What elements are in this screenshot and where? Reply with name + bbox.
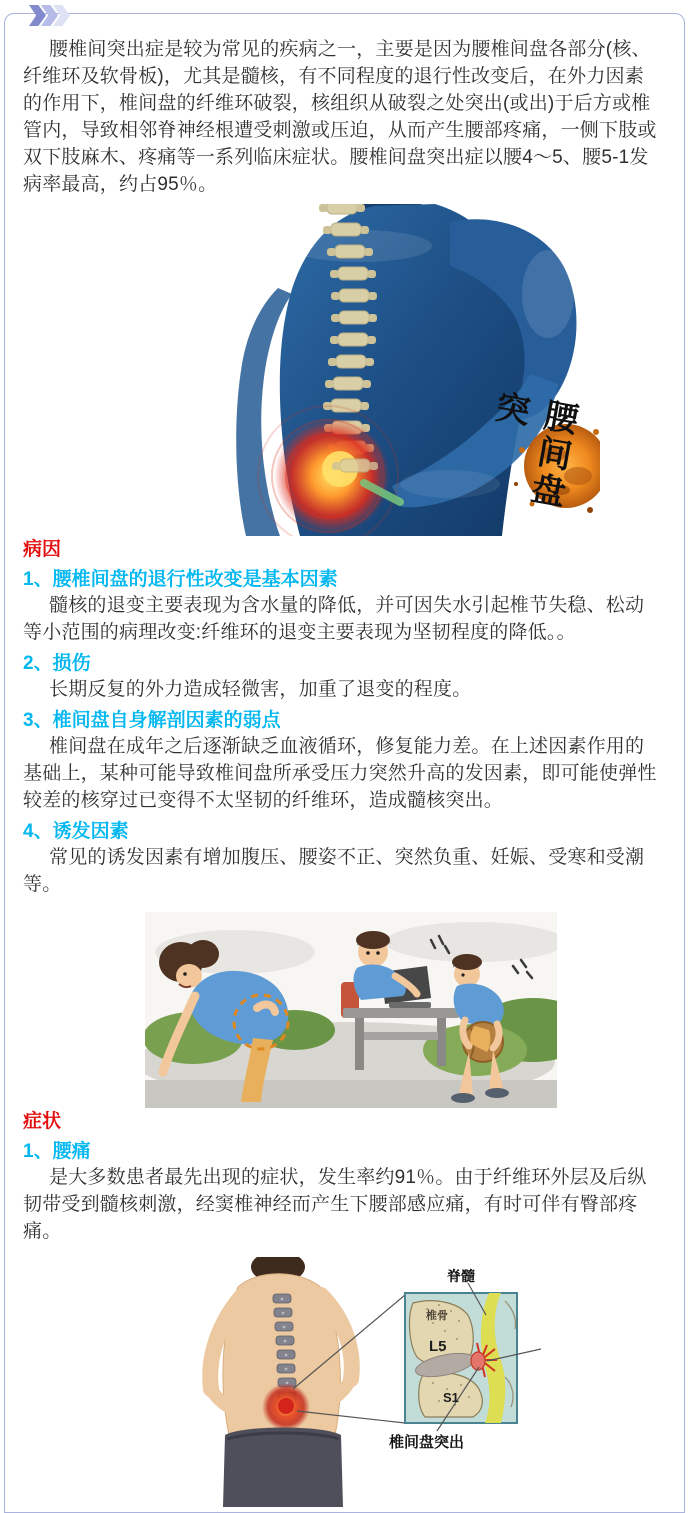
cartoon-causes-svg <box>145 912 557 1108</box>
calligraphy-label: 腰间盘突 <box>486 387 581 513</box>
cause-heading-1: 1、腰椎间盘的退行性改变是基本因素 <box>23 569 338 590</box>
spinal-cord-label: 脊髓 <box>447 1268 475 1284</box>
cause-heading-3: 3、椎间盘自身解剖因素的弱点 <box>23 710 281 731</box>
symptom-body-1: 是大多数患者最先出现的症状，发生率约91％。由于纤维环外层及后纵韧带受到髓核刺激，经窦椎神经而产生下腰部感应痛，有时可伴有臀部疼痛。 <box>23 1167 647 1242</box>
patient-back <box>210 1257 352 1507</box>
cause-body-3: 椎间盘在成年之后逐渐缺乏血液循环，修复能力差。在上述因素作用的基础上，某种可能导致椎间盘所承受压力突然升高的发因素，即可能使弹性较差的核穿过已变得不太坚韧的纤维环，造成髓核突出。 <box>23 736 657 811</box>
herniation-diagram-image <box>183 1257 541 1507</box>
cartoon-causes-image <box>145 912 557 1108</box>
hero-spine-xray-image <box>150 204 600 536</box>
cause-heading-4: 4、诱发因素 <box>23 821 129 842</box>
article-frame <box>4 13 685 1513</box>
cause-heading-2: 2、损伤 <box>23 653 91 674</box>
herniation-diagram-svg <box>183 1257 541 1507</box>
article-content <box>5 14 684 1507</box>
vertebra-label: 椎骨 <box>426 1310 448 1322</box>
intro-paragraph: 腰椎间突出症是较为常见的疾病之一，主要是因为腰椎间盘各部分(核、纤维环及软骨板)，尤其是髓核，有不同程度的退行性改变后，在外力因素的作用下，椎间盘的纤维环破裂，核组织从破裂之处突出(或出)于后方或椎管内，导致相邻脊神经根遭受刺激或压迫，从而产生腰部疼痛，一侧下肢或双下肢麻木、疼痛等一系列临床症状。腰椎间盘突出症以腰4～5、腰5-1发病率最高，约占95％。 <box>23 39 657 195</box>
l5-label: L5 <box>429 1338 447 1355</box>
section-title-causes: 病因 <box>23 539 62 560</box>
herniation-label: 椎间盘突出 <box>389 1434 465 1451</box>
cause-body-4: 常见的诱发因素有增加腹压、腰姿不正、突然负重、妊娠、受寒和受潮等。 <box>23 847 645 895</box>
section-title-symptoms: 症状 <box>23 1111 62 1132</box>
cause-body-1: 髓核的退变主要表现为含水量的降低，并可因失水引起椎节失稳、松动等小范围的病理改变:纤维环的退变主要表现为坚韧程度的降低。。 <box>23 595 645 643</box>
triple-chevron-icon <box>29 5 65 26</box>
s1-label: S1 <box>443 1390 459 1405</box>
cause-body-2: 长期反复的外力造成轻微害，加重了退变的程度。 <box>49 679 472 700</box>
inset-disc-diagram <box>405 1283 541 1431</box>
symptom-heading-1: 1、腰痛 <box>23 1141 91 1162</box>
